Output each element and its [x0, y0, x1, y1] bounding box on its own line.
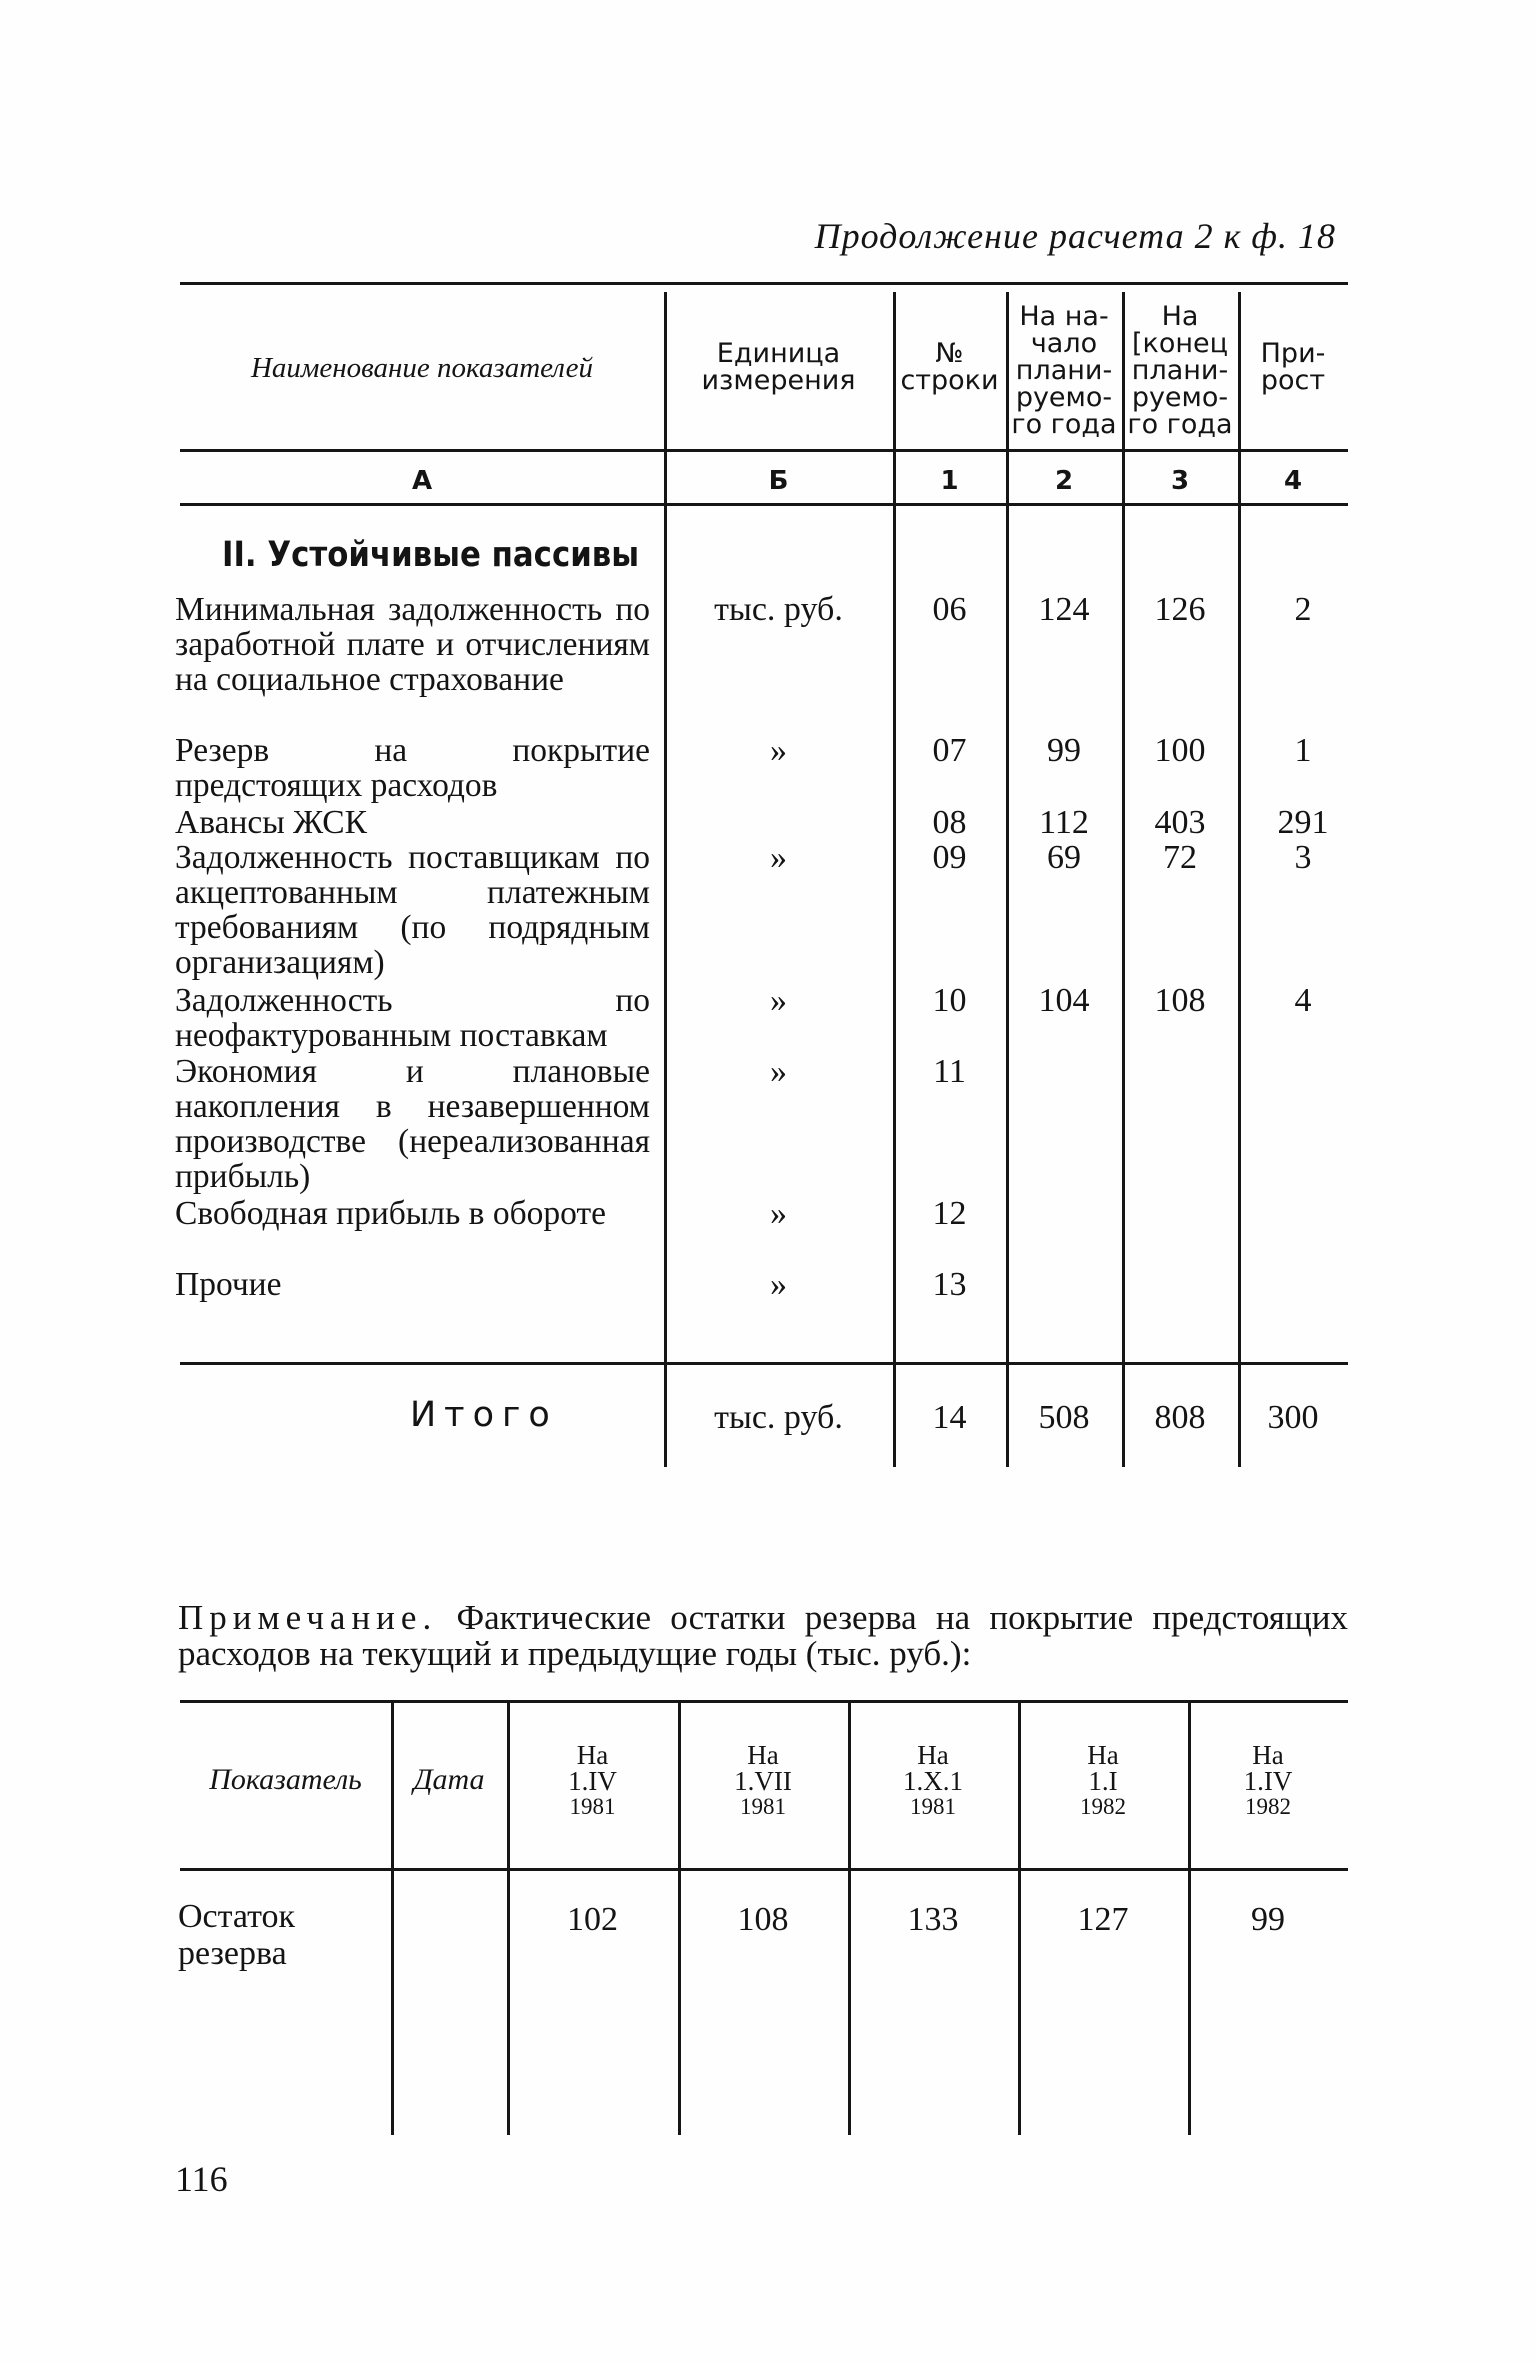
table2-col-divider-1	[391, 1700, 394, 2135]
row-code: 12	[932, 1195, 967, 1232]
section-title: II. Устойчивые пассивы	[222, 535, 640, 575]
row-growth: 1	[1294, 732, 1312, 769]
total-start: 508	[1038, 1399, 1090, 1436]
row-unit: »	[770, 1266, 787, 1303]
row-code: 13	[932, 1266, 967, 1303]
col-code-1: 1	[940, 466, 959, 496]
header-name: Наименование показателей	[250, 352, 594, 384]
col-code-3: 3	[1170, 466, 1190, 496]
t2-header-col: На 1.X.1 1981	[903, 1740, 963, 1819]
t2-header-col: На 1.I 1982	[1080, 1740, 1126, 1819]
row-name: Задолженность поставщикам по акцептованным платежным требованиям (по подрядным организациям)	[175, 839, 650, 981]
t2-row-name: Остаток резерва	[178, 1898, 296, 1972]
row-end: 108	[1154, 982, 1206, 1019]
col-code-4: 4	[1283, 466, 1303, 496]
table1-header-rule	[180, 449, 1348, 452]
t2-row-value: 99	[1251, 1901, 1285, 1938]
row-name: Свободная прибыль в обороте	[175, 1195, 606, 1232]
row-end: 72	[1163, 839, 1197, 876]
t2-header-indicator: Показатель	[209, 1763, 362, 1796]
table1-total-rule	[180, 1362, 1348, 1365]
row-name: Минимальная задолженность по заработной плате и отчислениям на социальное страхование	[175, 591, 650, 698]
table-caption: Продолжение расчета 2 к ф. 18	[814, 216, 1336, 256]
header-unit: Единица измерения	[701, 338, 856, 396]
row-start: 124	[1038, 591, 1090, 628]
col-code-a: А	[411, 466, 433, 496]
header-end-year: На [конец плани- руемо- го года	[1127, 301, 1233, 440]
t2-row-value: 133	[907, 1901, 959, 1938]
row-unit: »	[770, 839, 787, 876]
row-start: 104	[1038, 982, 1090, 1019]
table2-header-rule	[180, 1868, 1348, 1871]
total-label: Итого	[410, 1395, 558, 1435]
row-unit: тыс. руб.	[714, 591, 843, 628]
header-start-year: На на- чало плани- руемо- го года	[1011, 301, 1117, 440]
total-growth: 300	[1267, 1399, 1319, 1436]
t2-header-col: На 1.VII 1981	[734, 1740, 792, 1819]
row-end: 100	[1154, 732, 1206, 769]
row-code: 06	[932, 591, 967, 628]
table1-top-rule	[180, 282, 1348, 285]
t2-header-col: На 1.IV 1981	[568, 1740, 617, 1819]
row-growth: 2	[1294, 591, 1312, 628]
row-unit: »	[770, 982, 787, 1019]
header-growth: При- рост	[1260, 338, 1326, 396]
row-end: 126	[1154, 591, 1206, 628]
total-unit: тыс. руб.	[714, 1399, 843, 1436]
t2-row-value: 102	[567, 1901, 618, 1938]
note-text: Фактические остатки резерва на покрытие предстоящих расходов на текущий и предыдущие годы (тыс. руб.):	[178, 1598, 1349, 1673]
row-code: 10	[932, 982, 967, 1019]
t2-header-date: Дата	[413, 1763, 485, 1796]
row-name: Задолженность по неофактурованным поставкам	[175, 982, 650, 1054]
row-start: 99	[1047, 732, 1081, 769]
row-unit: »	[770, 1195, 787, 1232]
row-unit: »	[770, 1053, 787, 1090]
row-code: 11	[933, 1053, 966, 1090]
table1-codes-rule	[180, 503, 1348, 506]
row-growth: 3	[1294, 839, 1312, 876]
col-code-b: Б	[768, 466, 789, 496]
row-unit: »	[770, 732, 787, 769]
row-code: 07	[932, 732, 967, 769]
row-code: 09	[932, 839, 967, 876]
t2-header-col: На 1.IV 1982	[1243, 1740, 1293, 1819]
row-start: 112	[1039, 804, 1089, 841]
row-start: 69	[1047, 839, 1081, 876]
note-label: Примечание.	[178, 1598, 438, 1637]
row-end: 403	[1154, 804, 1206, 841]
page-number: 116	[175, 2159, 228, 2199]
row-growth: 291	[1277, 804, 1329, 841]
t2-row-value: 127	[1077, 1901, 1129, 1938]
table2-top-rule	[180, 1700, 1348, 1703]
row-name: Резерв на покрытие предстоящих расходов	[175, 732, 650, 804]
row-code: 08	[932, 804, 967, 841]
row-name: Экономия и плановые накопления в незавершенном производстве (нереализованная прибыль)	[175, 1053, 650, 1195]
header-row-no: № строки	[900, 338, 999, 396]
col-code-2: 2	[1054, 466, 1074, 496]
t2-row-value: 108	[737, 1901, 789, 1938]
row-growth: 4	[1294, 982, 1312, 1019]
row-name: Авансы ЖСК	[175, 804, 367, 841]
total-end: 808	[1154, 1399, 1206, 1436]
total-code: 14	[932, 1399, 967, 1436]
row-name: Прочие	[175, 1266, 282, 1303]
note-paragraph	[178, 1600, 1348, 1672]
